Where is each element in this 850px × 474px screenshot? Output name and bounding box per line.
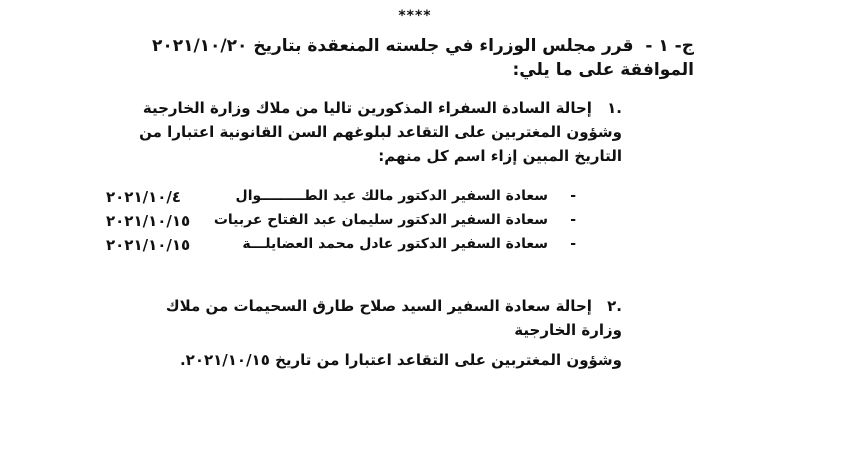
ambassador-row <box>100 212 590 234</box>
retirement-date: ٢٠٢١/١٠/١٥ <box>106 212 191 230</box>
ambassador-name: سعادة السفير الدكتور عادل محمد العضايلـــة <box>242 236 548 252</box>
section-heading-text: قرر مجلس الوزراء في جلسته المنعقدة بتاريخ ٢٠٢١/١٠/٢٠ الموافقة على ما يلي: <box>151 36 694 80</box>
list-dash: - <box>570 212 576 228</box>
retirement-date: ٢٠٢١/١٠/١٥ <box>106 236 191 254</box>
separator-stars: **** <box>398 8 432 24</box>
ambassador-row <box>100 236 590 258</box>
ambassador-name: سعادة السفير الدكتور مالك عيد الطـــــــــوال <box>235 188 548 204</box>
list-dash: - <box>570 236 576 252</box>
item-1 <box>122 96 622 168</box>
item-2-line-2: وشؤون المغتربين على التقاعد اعتبارا من تاريخ ٢٠٢١/١٠/١٥. <box>179 351 622 369</box>
item-2-line-1: إحالة سعادة السفير السيد صلاح طارق السحيمات من ملاك وزارة الخارجية <box>165 297 622 339</box>
item-1-text: إحالة السادة السفراء المذكورين تاليا من ملاك وزارة الخارجية وشؤون المغتربين على التقاعد لبلوغهم السن القانونية اعتبارا من التاريخ المبين إزاء اسم كل منهم: <box>139 99 622 165</box>
item-1-number: .١ <box>607 99 622 117</box>
section-marker: ج- ١ - <box>645 36 694 56</box>
item-2-number: .٢ <box>607 297 622 315</box>
ambassador-name: سعادة السفير الدكتور سليمان عبد الفتاح عربيات <box>213 212 548 228</box>
list-dash: - <box>570 188 576 204</box>
ambassador-list <box>100 188 590 260</box>
ambassador-row <box>100 188 590 210</box>
section-heading <box>94 34 694 82</box>
retirement-date: ٢٠٢١/١٠/٤ <box>106 188 182 206</box>
item-2 <box>122 294 622 372</box>
